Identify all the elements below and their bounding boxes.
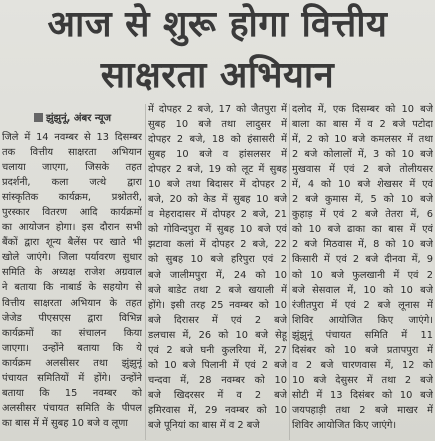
article-line: का बास में में सुबह 10 बजे व लूणा: [2, 417, 128, 429]
article-line: शिविर आयोजित किए जाएंगे।: [292, 314, 433, 326]
article-line: एवं 2 बजे घनी कुलरिया में, 27: [148, 344, 287, 356]
article-line: शिविर आयोजित किए जाएंगे।: [292, 419, 397, 431]
article-line: का आयोजन होगा। इस दौरान सभी: [2, 222, 142, 234]
article-line: में, 2 को 10 बजे कमलसर में तथा: [292, 134, 433, 146]
bullet-icon: [34, 113, 43, 122]
article-line: हमिरवास में, 29 नवम्बर को 10: [148, 404, 287, 416]
article-line: 2 बजे मिठवास में, 8 को 10 बजे: [292, 239, 433, 251]
column-divider: [145, 104, 146, 440]
article-line: बजे, 20 को केड में सुबह 10 बजे: [148, 194, 287, 206]
article-column-2: [148, 102, 287, 440]
article-line: दोपहर 2 बजे, 18 को हंसासरी में: [148, 134, 287, 146]
article-line: सुबह 10 बजे तथा लादुसर में: [148, 119, 287, 131]
article-line: में, 4 को 10 बजे शेखसर में एवं: [292, 179, 433, 191]
article-column-3: [292, 102, 433, 440]
article-line: बजे सेसवाल में, 10 को 10 बजे: [292, 284, 433, 296]
article-line: खोले जाएंगे। जिला पर्यावरण सुधार: [2, 252, 142, 264]
article-line: बजे खिदरसर में व 2 बजे: [148, 389, 287, 401]
article-line: कार्यक्रमों का संचालन किया: [2, 327, 142, 339]
article-line: कुहाड़ में एवं 2 बजे तेतरा में, 6: [292, 209, 433, 221]
article-line: पुरस्कार वितरण आदि कार्यक्रमों: [2, 207, 142, 219]
article-line: जयपहाड़ी तथा 2 बजे माखर में: [292, 404, 433, 416]
article-line: झटावा कलां में दोपहर 2 बजे, 22: [148, 239, 287, 251]
article-line: बताया कि 15 नवम्बर को: [2, 387, 142, 399]
article-line: को सुबह 10 बजे हरिपुरा एवं 2: [148, 254, 287, 266]
headline-line-2: साक्षरता अभियान: [100, 55, 335, 96]
article-line: बजे पूनियां का बास में व 2 बजे: [148, 419, 260, 431]
article-line: सोटी में 13 दिसंबर को 10 बजे: [292, 389, 433, 401]
article-line: रंजीतपुरा में एवं 2 बजे लूनास में: [292, 299, 433, 311]
article-line: होंगे। इसी तरह 25 नवम्बर को 10: [148, 299, 287, 311]
article-line: बजे बाडेट तथा 2 बजे खयाली में: [148, 284, 287, 296]
byline: [0, 110, 145, 124]
article-line: वित्तीय साक्षरता अभियान के तहत: [2, 297, 142, 309]
article-line: को गोविन्दपुरा में सुबह 10 बजे एवं: [148, 224, 287, 236]
article-line: समिति के अध्यक्ष राजेश अग्रवाल: [2, 267, 142, 279]
article-line: चन्दवा में, 28 नवम्बर को 10: [148, 374, 287, 386]
article-line: किसारी में एवं 2 बजे दीनवा में, 9: [292, 254, 433, 266]
article-line: को 10 बजे फुलखानी में एवं 2: [292, 269, 433, 281]
article-line: तक वित्तीय साक्षरता अभियान: [2, 147, 142, 159]
article-line: दोपहर 2 बजे, 19 को लूट में सुबह: [148, 164, 287, 176]
article-column-1: [2, 130, 142, 440]
article-line: बजे दिरासर में एवं 2 बजे: [148, 314, 287, 326]
article-line: को 10 बजे पिलानी में एवं 2 बजे: [148, 359, 287, 371]
article-line: पंचायत समितियों में होंगे। उन्होंने: [2, 372, 142, 384]
article-line: 2 बजे कोलालों में, 3 को 10 बजे: [292, 149, 433, 161]
article-line: बैंकों द्वारा शून्य बैलेंस पर खाते भी: [2, 237, 142, 249]
article-line: जाएगा। उन्होंने बताया कि ये: [2, 342, 142, 354]
article-line: दलोद में, एक दिसम्बर को 10 बजे: [292, 104, 433, 115]
article-line: व 2 बजे चारणवास में, 12 को: [292, 359, 433, 371]
article-line: 10 बजे देसुसर में तथा 2 बजे: [292, 374, 433, 386]
article-line: झुंझुनूं पंचायत समिति में 11: [292, 329, 433, 341]
article-line: सुबह 10 बजे व हांसलसर में: [148, 149, 287, 161]
article-line: सांस्कृतिक कार्यक्रम, प्रश्नोतरी,: [2, 192, 142, 204]
article-line: में दोपहर 2 बजे, 17 को जैतपुरा में: [148, 104, 287, 115]
article-line: जेजेड पीएसएस द्वारा विभिन्न: [2, 312, 142, 324]
article-line: 2 बजे कुमास में, 5 को 10 बजे: [292, 194, 433, 206]
article-line: दिसंबर को 10 बजे प्रतापपुरा में: [292, 344, 433, 356]
article-line: व मेहरादासर में दोपहर 2 बजे, 21: [148, 209, 287, 221]
article-line: को 10 बजे ढाका का बास में एवं: [292, 224, 433, 236]
byline-text: झुंझुनूं, अंबर न्यूज: [45, 113, 112, 124]
article-line: अलसीसर पंचायत समिति के पीपल: [2, 402, 142, 414]
article-line: जिले में 14 नवम्बर से 13 दिसम्बर: [2, 132, 142, 143]
article-line: डलचास में, 26 को 10 बजे सेहू: [148, 329, 287, 341]
article-line: ने बताया कि नाबार्ड के सहयोग से: [2, 282, 142, 294]
article-line: प्रदर्शनी, कला जत्थे द्वारा: [2, 177, 142, 189]
article-line: मुखवास में एवं 2 बजे तोलीयसर: [292, 164, 433, 176]
column-divider: [289, 104, 290, 440]
article-line: चलाया जाएगा, जिसके तहत: [2, 162, 142, 174]
article-line: 10 बजे तथा बिदासर में दोपहर 2: [148, 179, 287, 191]
headline-line-1: आज से शुरू होगा वित्तीय: [47, 4, 388, 45]
article-line: बजे जालीमपुरा में, 24 को 10: [148, 269, 287, 281]
article-line: कार्यक्रम अलसीसर तथा झुंझुनूं: [2, 357, 142, 369]
article-line: बाला का बास में व 2 बजे पटोदा: [292, 119, 433, 131]
